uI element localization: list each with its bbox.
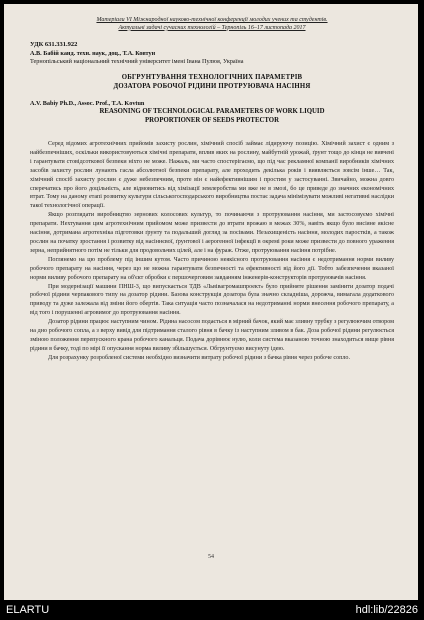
conference-header xyxy=(30,17,394,32)
udk-code: УДК 631.331.922 xyxy=(30,41,78,48)
title-ua-line-1: ОБГРУНТУВАННЯ ТЕХНОЛОГІЧНИХ ПАРАМЕТРІВ xyxy=(121,74,303,81)
paragraph-2: Якщо розглядати виробництво зернових колосових культур, то починаючи з протруювання насіння, ми застосовуємо хімічні препарати. Нехтування цим агротехнічним прийомом може призвести до втрати врожаю в межах 30%, навіть якщо було висіяне якісне насіння, дотримана агротехніка підготовки ґрунту та подальший догляд за посівами. Незахищеність насіння, молодих паростків, а також рослин на початку зростання і розвитку від насіннєвої, ґрунтової і аерогенної інфекції в окремі роки може призвести до повного ураження зерна, неприйнятного потім не тільки для продовольчих цілей, але і на фураж. Отже, протруювання насіння потрібне. xyxy=(30,212,394,254)
paragraph-3: Поглянемо на цю проблему під іншим кутом. Часто причиною неякісного протруювання насіння є недотримання норми виливу робочого препарату на насіння, через що не можна гарантувати безпечності та ефективності від його дії. Тобто забезпечення вказаної норми виливу робочого препарату на об'єкт обробки є першочерговим завданням інженерів-конструкторів протруювачів насіння. xyxy=(30,256,394,281)
conference-header-line-2: Актуальні задачі сучасних технологій – Тернопіль 16–17 листопада 2017 xyxy=(118,24,306,31)
body-text xyxy=(30,140,394,363)
title-en-line-1: REASONING OF TECHNOLOGICAL PARAMETERS OF WORK LIQUID xyxy=(99,108,325,115)
authors-en: A.V. Babiy Ph.D., Assoc. Prof., T.A. Kovtun xyxy=(30,100,145,107)
page-number: 54 xyxy=(208,554,214,560)
repository-footer xyxy=(0,600,424,620)
repository-name: ELARTU xyxy=(6,604,50,616)
paragraph-4: При модернізації машини ПНШ-3, що випускається ТДВ «Львівагромашпроект» було прийняте рішення замінити дозатор подачі робочої рідини черпакового типу на дозатор рідини. Базова конструкція дозатора була значно складніша, дорожча, вимагала додаткового приводу та дуже залежала від зміни його обертів. Така ситуація часто позначалася на недотриманні норми внесення робочого препарату, а від того і порушенні агровимог до протруювання насіння. xyxy=(30,283,394,317)
title-en-line-2: PROPORTIONER OF SEEDS PROTECTOR xyxy=(144,116,280,124)
paragraph-5: Дозатор рідини працює наступним чином. Рідина насосом подається в мірний бачок, який має зливну трубку з регулюючим отвором на дно робочого сопла, а з верху вивід для підтримання сталого рівня в бачку із наступним зливом в бак. Доза робочої рідини регулюється зміною положення перепускного крана робочого канальця. Подача дорівнює нулю, коли система вказаною точною знаходиться вище рівня рідини в бачку, тоді по мірі її опускання норма виливу збільшується. Обгрунтуємо висунуту ідею. xyxy=(30,319,394,352)
title-ua xyxy=(30,74,394,91)
paragraph-6: Для розрахунку розробленої системи необхідно визначити витрату робочої рідини з бачка рівня через робоче сопло. xyxy=(48,354,350,361)
conference-header-line-1: Матеріали VI Міжнародної науково-технічної конференції молодих учених та студентів. xyxy=(96,17,328,23)
title-ua-line-2: ДОЗАТОРА РОБОЧОЇ РІДИНИ ПРОТРУЮВАЧА НАСІННЯ xyxy=(113,82,311,90)
paper-page xyxy=(4,4,418,600)
authors-ua: А.В. Бабій канд. техн. наук, доц., Т.А. Ковтун xyxy=(30,50,156,57)
handle-id: hdl:lib/22826 xyxy=(355,604,418,616)
affiliation: Тернопільський національний технічний університет імені Івана Пулюя, Україна xyxy=(30,58,244,65)
paragraph-1: Серед відомих агротехнічних прийомів захисту рослин, хімічний спосіб займає лідируючу позицію. Хімічний захист є одним з найбезпечніших, оскільки використовуються хімічні препарати, вплив яких на рослину, майбутній урожай, ґрунт тощо до кінця не вивчені і гарантувати стовідсоткової безпеки ніхто не може. Нажаль, ми часто спостерігаємо, що під час рекламної компанії виробників хімічних засобів захисту рослин лунають гасла абсолютної безпеки препарату, але проходить декілька років і виявляється зовсім інше… Так, хімічний спосіб захисту рослин є дуже небезпечним, проте він є найефективнішим і простим у застосуванні. Звичайно, можна довго сперечатись про його доцільність, але відмовитись від хімізації землеробства ми вже не в змозі, бо це приведе до значних економічних втрат. Тому на даному етапі розвитку культури сільськогосподарського виробництва постає задача мінімізувати можливі негативні наслідки такої технологічної операції. xyxy=(30,141,394,210)
title-en xyxy=(30,108,394,125)
